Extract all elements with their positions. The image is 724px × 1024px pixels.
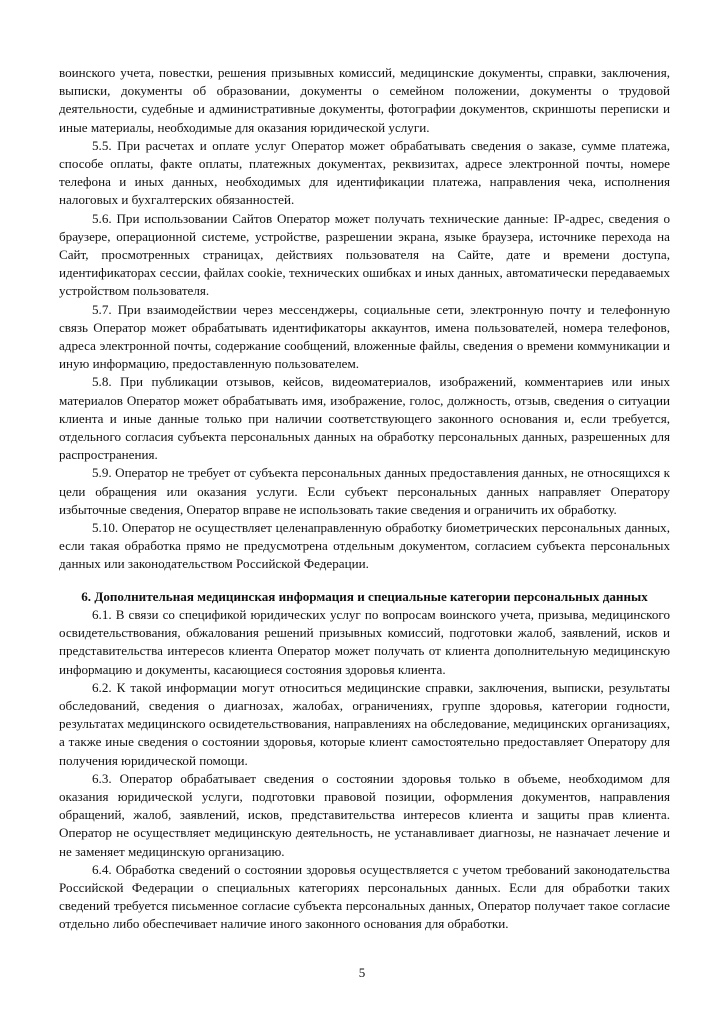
section-5-continuation bbox=[59, 64, 670, 574]
paragraph-5-9: 5.9. Оператор не требует от субъекта персональных данных предоставления данных, не относящихся к цели обращения или оказания услуги. Если субъект персональных данных направляет Оператору избыточные сведения, Оператор вправе не использовать такие сведения и ограничить их обработку. bbox=[59, 465, 670, 517]
paragraph-5-6: 5.6. При использовании Сайтов Оператор может получать технические данные: IP-адрес, сведения о браузере, операционной системе, устройстве, разрешении экрана, языке браузера, источнике перехода на Сайт, просмотренных страницах, действиях пользователя на Сайте, дате и времени доступа, идентификаторах сессии, файлах cookie, технических ошибках и иных данных, автоматически передаваемых устройством пользователя. bbox=[59, 210, 670, 299]
paragraph-6-4: 6.4. Обработка сведений о состоянии здоровья осуществляется с учетом требований законодательства Российской Федерации о специальных категориях персональных данных. Если для обработки таких сведений требуется письменное согласие субъекта персональных данных, Оператор получает такое согласие отдельно либо обеспечивает наличие иного законного основания для обработки. bbox=[59, 861, 670, 932]
section-6-heading: 6. Дополнительная медицинская информация и специальные категории персональных данных bbox=[81, 588, 648, 604]
page-number: 5 bbox=[358, 965, 366, 980]
paragraph-5-10: 5.10. Оператор не осуществляет целенаправленную обработку биометрических персональных данных, если такая обработка прямо не предусмотрена отдельным документом, согласием субъекта персональных данных или законодательством Российской Федерации. bbox=[59, 520, 670, 572]
paragraph-6-2: 6.2. К такой информации могут относиться медицинские справки, заключения, выписки, результаты обследований, сведения о диагнозах, жалобах, ограничениях, группе здоровья, категории годности, результатах медицинского освидетельствования, направлениях на обследование, медицинских организациях, а также иные сведения о состоянии здоровья, которые клиент самостоятельно предоставляет Оператору для получения юридической помощи. bbox=[59, 679, 670, 768]
paragraph-5-4-continuation: воинского учета, повестки, решения призывных комиссий, медицинские документы, справки, заключения, выписки, документы об образовании, документы о семейном положении, документы о трудовой деятельности, судебные и административные документы, фотографии документов, скриншоты переписки и иные материалы, необходимые для оказания юридической услуги. bbox=[59, 65, 670, 135]
section-6 bbox=[59, 588, 670, 934]
paragraph-6-3: 6.3. Оператор обрабатывает сведения о состоянии здоровья только в объеме, необходимом для оказания юридической услуги, подготовки правовой позиции, оформления документов, направления обращений, жалоб, заявлений, исков, представительства интересов клиента и защиты прав клиента. Оператор не осуществляет медицинскую деятельность, не устанавливает диагнозы, не назначает лечение и не заменяет медицинскую организацию. bbox=[59, 770, 670, 859]
paragraph-6-1: 6.1. В связи со спецификой юридических услуг по вопросам воинского учета, призыва, медицинского освидетельствования, обжалования решений призывных комиссий, подготовки жалоб, заявлений, исков и представительства интересов клиента Оператор может получать от клиента дополнительную медицинскую информацию и документы, касающиеся состояния здоровья клиента. bbox=[59, 606, 670, 677]
paragraph-5-5: 5.5. При расчетах и оплате услуг Оператор может обрабатывать сведения о заказе, сумме платежа, способе оплаты, факте оплаты, платежных документах, реквизитах, адресе электронной почты, номере телефона и иных данных, необходимых для идентификации платежа, направления чека, исполнения налоговых и бухгалтерских обязанностей. bbox=[59, 137, 670, 208]
paragraph-5-7: 5.7. При взаимодействии через мессенджеры, социальные сети, электронную почту и телефонную связь Оператор может обрабатывать идентификаторы аккаунтов, имена пользователей, номера телефонов, адреса электронной почты, содержание сообщений, вложенные файлы, сведения о времени коммуникации и иную информацию, предоставленную пользователем. bbox=[59, 301, 670, 372]
paragraph-5-8: 5.8. При публикации отзывов, кейсов, видеоматериалов, изображений, комментариев или иных материалов Оператор может обрабатывать имя, изображение, голос, должность, отзыв, сведения о ситуации клиента и иные данные только при наличии соответствующего законного основания и, если требуется, отдельного согласия субъекта персональных данных на обработку персональных данных, разрешенных для распространения. bbox=[59, 374, 670, 463]
